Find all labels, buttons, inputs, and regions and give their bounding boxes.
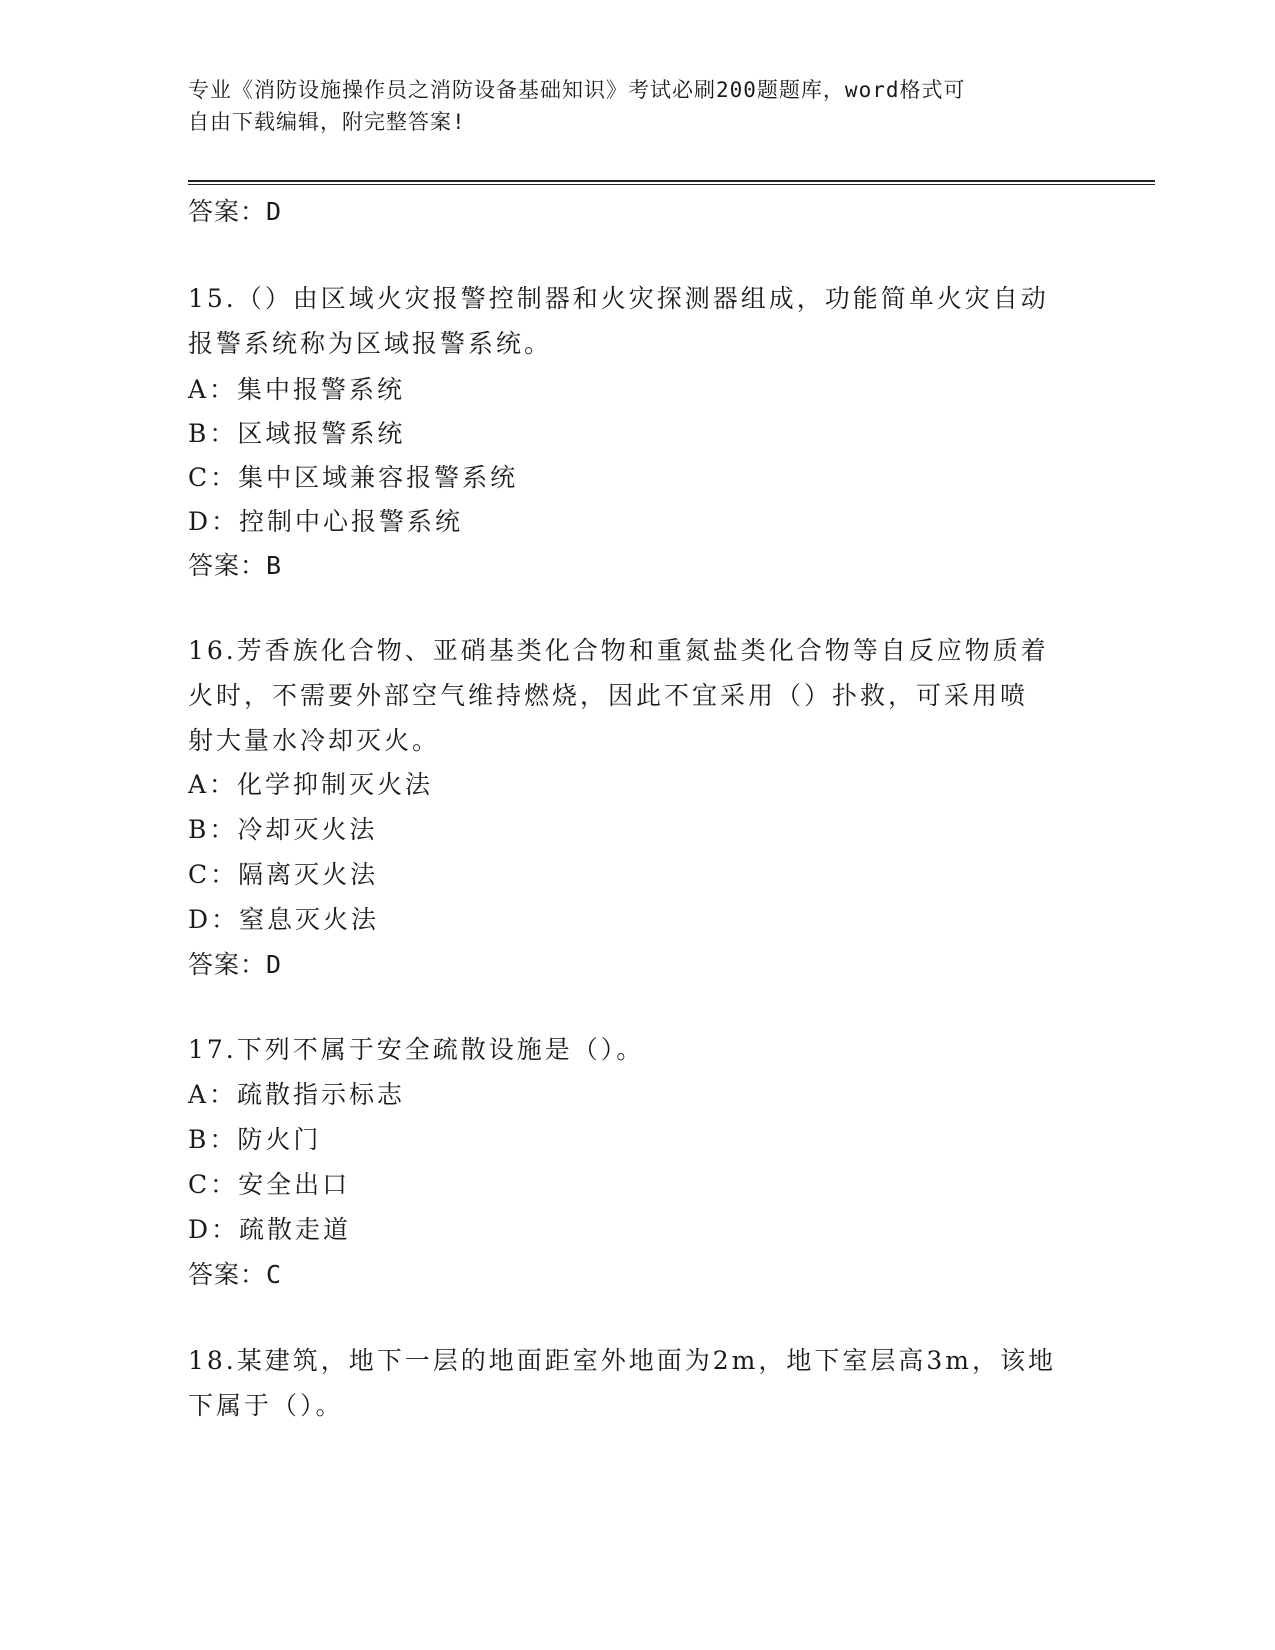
question-16-line-2: 火时，不需要外部空气维持燃烧，因此不宜采用（）扑救，可采用喷	[188, 681, 1029, 710]
question-17-option-a: A：疏散指示标志	[188, 1080, 406, 1109]
question-16-option-d: D：窒息灭火法	[188, 905, 380, 934]
question-16-option-c: C：隔离灭火法	[188, 860, 379, 889]
header-line-1: 专业《消防设施操作员之消防设备基础知识》考试必刷200题题库，word格式可	[188, 78, 966, 102]
question-15-option-a: A：集中报警系统	[188, 375, 406, 404]
question-15-stem	[188, 276, 1088, 366]
question-17-option-b: B：防火门	[188, 1125, 322, 1154]
question-15-option-b: B：区域报警系统	[188, 419, 406, 448]
answer-q15: 答案：B	[188, 551, 283, 580]
question-18-line-2: 下属于（）。	[188, 1391, 344, 1420]
question-16-option-b: B：冷却灭火法	[188, 815, 378, 844]
document-header	[188, 74, 1088, 138]
question-15-option-c: C：集中区域兼容报警系统	[188, 463, 519, 492]
answer-q14: 答案：D	[188, 197, 283, 226]
question-16-line-3: 射大量水冷却灭火。	[188, 726, 441, 755]
header-line-2: 自由下载编辑，附完整答案!	[188, 110, 466, 134]
header-divider-thin	[188, 184, 1155, 185]
question-16-stem	[188, 628, 1088, 763]
question-18-stem	[188, 1338, 1088, 1428]
header-divider-thick	[188, 180, 1155, 182]
question-17-option-d: D：疏散走道	[188, 1215, 352, 1244]
question-16-option-a: A：化学抑制灭火法	[188, 770, 434, 799]
question-15-line-1: 15.（）由区域火灾报警控制器和火灾探测器组成，功能简单火灾自动	[188, 284, 1049, 313]
answer-q16: 答案：D	[188, 950, 283, 979]
question-17-option-c: C：安全出口	[188, 1170, 351, 1199]
question-15-line-2: 报警系统称为区域报警系统。	[188, 329, 553, 358]
question-15-option-d: D：控制中心报警系统	[188, 507, 464, 536]
answer-q17: 答案：C	[188, 1260, 283, 1289]
question-18-line-1: 18.某建筑，地下一层的地面距室外地面为2m，地下室层高3m，该地	[188, 1346, 1056, 1375]
question-16-line-1: 16.芳香族化合物、亚硝基类化合物和重氮盐类化合物等自反应物质着	[188, 636, 1049, 665]
question-17-stem: 17.下列不属于安全疏散设施是（）。	[188, 1035, 645, 1064]
